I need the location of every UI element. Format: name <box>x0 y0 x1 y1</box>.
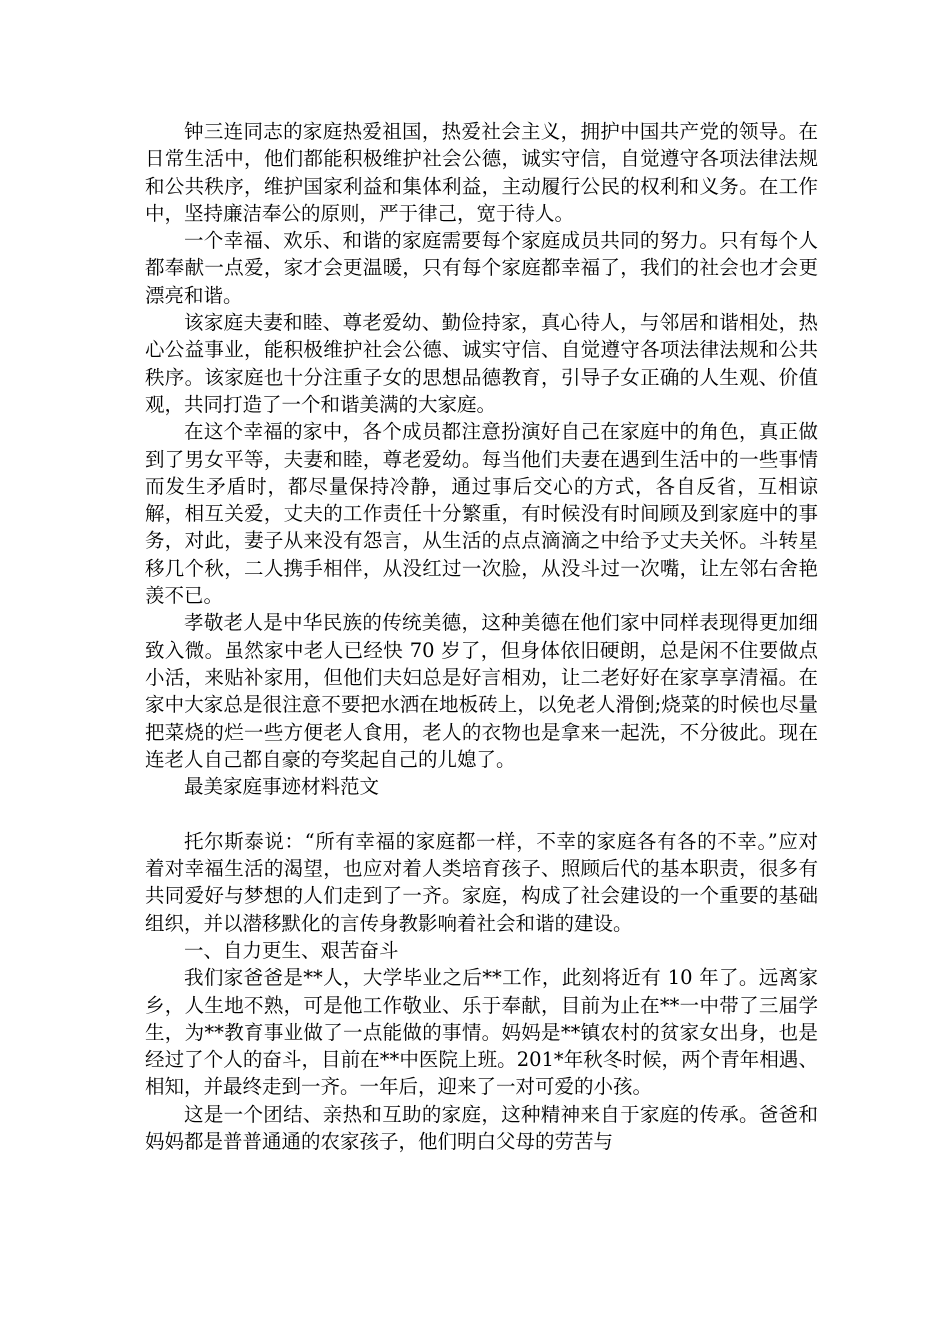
section-title: 最美家庭事迹材料范文 <box>184 775 380 799</box>
paragraph-filial-piety: 孝敬老人是中华民族的传统美德，这种美德在他们家中同样表现得更加细致入微。虽然家中老人已经快 70 岁了，但身体依旧硬朗，总是闲不住要做点小活，来贴补家用，但他们夫妇总是好言相劝，让二老好好在家享享清福。在家中大家总是很注意不要把水洒在地板砖上，以免老人滑倒;烧菜的时候也尽量把菜烧的烂一些方便老人食用，老人的衣物也是拿来一起洗，不分彼此。现在连老人自己都自豪的夸奖起自己的儿媳了。 <box>145 611 818 771</box>
paragraph-roles: 在这个幸福的家中，各个成员都注意扮演好自己在家庭中的角色，真正做到了男女平等，夫妻和睦，尊老爱幼。每当他们夫妻在遇到生活中的一些事情而发生矛盾时，都尽量保持冷静，通过事后交心的方式，各自反省，互相谅解，相互关爱，丈夫的工作责任十分繁重，有时候没有时间顾及到家庭中的事务，对此，妻子从来没有怨言，从生活的点点滴滴之中给予丈夫关怀。斗转星移几个秋，二人携手相伴，从没红过一次脸，从没斗过一次嘴，让左邻右舍艳羡不已。 <box>145 420 818 608</box>
blank-line <box>145 800 818 827</box>
document-page <box>145 118 818 1155</box>
paragraph-family-patriotism: 钟三连同志的家庭热爱祖国，热爱社会主义，拥护中国共产党的领导。在日常生活中，他们都能积极维护社会公德，诚实守信，自觉遵守各项法律法规和公共秩序，维护国家利益和集体利益，主动履行公民的权利和义务。在工作中，坚持廉洁奉公的原则，严于律己，宽于待人。 <box>145 120 818 225</box>
section-heading-self-reliance: 一、自力更生、艰苦奋斗 <box>184 938 399 962</box>
paragraph-family-unity: 这是一个团结、亲热和互助的家庭，这种精神来自于家庭的传承。爸爸和妈妈都是普普通通的农家孩子，他们明白父母的劳苦与 <box>145 1102 818 1153</box>
paragraph-happy-family: 一个幸福、欢乐、和谐的家庭需要每个家庭成员共同的努力。只有每个人都奉献一点爱，家才会更温暖，只有每个家庭都幸福了，我们的社会也才会更漂亮和谐。 <box>145 229 818 307</box>
paragraph-harmony: 该家庭夫妻和睦、尊老爱幼、勤俭持家，真心待人，与邻居和谐相处，热心公益事业，能积极维护社会公德、诚实守信、自觉遵守各项法律法规和公共秩序。该家庭也十分注重子女的思想品德教育，引导子女正确的人生观、价值观，共同打造了一个和谐美满的大家庭。 <box>145 311 818 416</box>
paragraph-father-mother: 我们家爸爸是**人，大学毕业之后**工作，此刻将近有 10 年了。远离家乡，人生地不熟，可是他工作敬业、乐于奉献，目前为止在**一中带了三届学生，为**教育事业做了一点能做的事情。妈妈是**镇农村的贫家女出身，也是经过了个人的奋斗，目前在**中医院上班。201*年秋冬时候，两个青年相遇、相知，并最终走到一齐。一年后，迎来了一对可爱的小孩。 <box>145 966 818 1099</box>
paragraph-tolstoy: 托尔斯泰说：“所有幸福的家庭都一样，不幸的家庭各有各的不幸。”应对着对幸福生活的渴望，也应对着人类培育孩子、照顾后代的基本职责，很多有共同爱好与梦想的人们走到了一齐。家庭，构成了社会建设的一个重要的基础组织，并以潜移默化的言传身教影响着社会和谐的建设。 <box>145 829 818 935</box>
